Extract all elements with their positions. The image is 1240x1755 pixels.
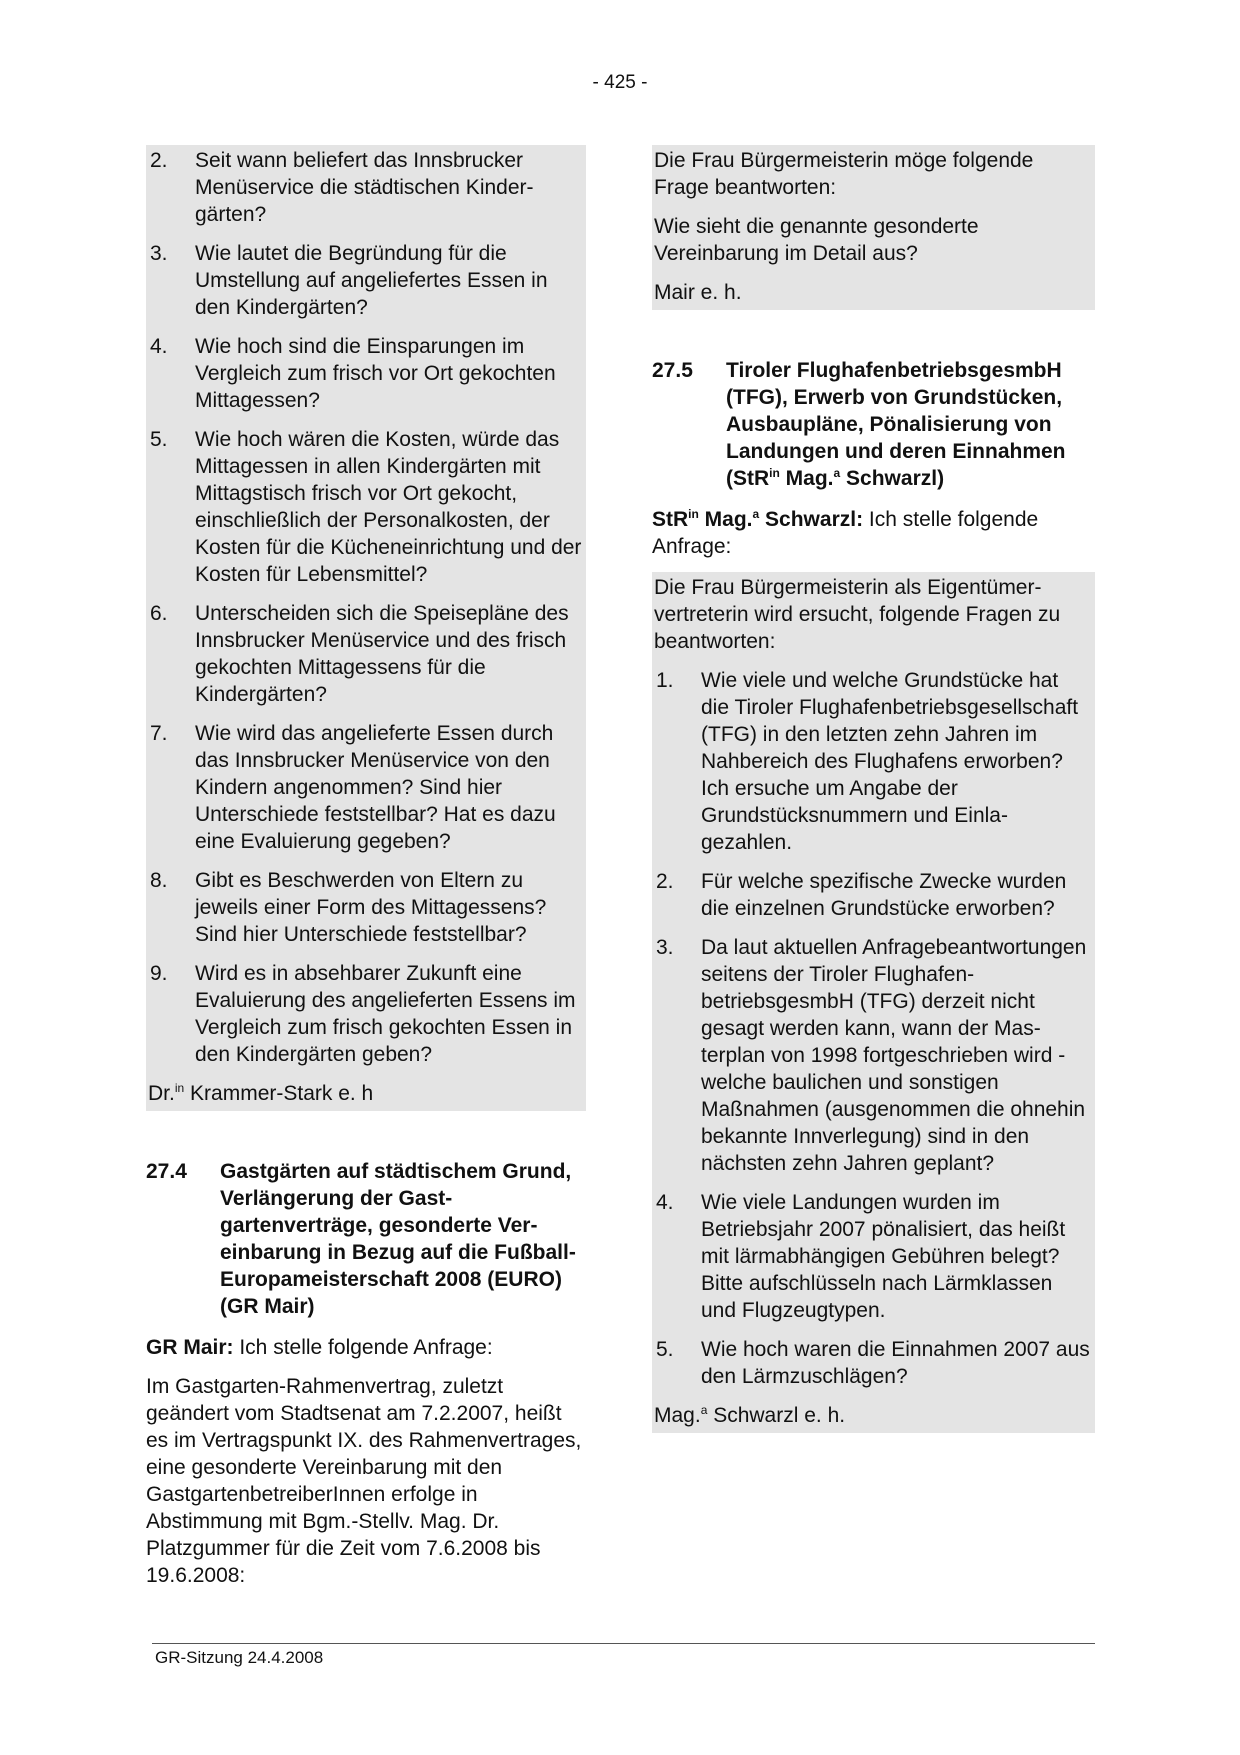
- item-number: 4.: [656, 1191, 674, 1214]
- footer-session-date: GR-Sitzung 24.4.2008: [155, 1648, 324, 1667]
- item-text: Wie viele und welche Grundstücke hat die Tiroler Flughafenbetriebsgesellschaft (TFG) in den letzten zehn Jahren im Nahbereich des Flughafens erworben? Ich ersuche um Angabe der Grundstücksnummern und Einlagezahlen.: [701, 669, 1079, 854]
- signature-title: Dr.: [148, 1082, 175, 1105]
- item-text: Wie lautet die Begründung für die Umstellung auf angeliefertes Essen in den Kindergärten?: [195, 242, 548, 319]
- speaker-text: Ich stelle folgende Anfrage:: [233, 1336, 493, 1359]
- item-text: Wie hoch sind die Einsparungen im Vergleich zum frisch vor Ort gekochten Mittagessen?: [195, 335, 556, 412]
- left-column: [146, 145, 586, 1601]
- item-number: 3.: [656, 936, 674, 959]
- item-number: 4.: [150, 335, 168, 358]
- item-number: 2.: [656, 870, 674, 893]
- speaker-intro: [146, 1334, 586, 1361]
- item-number: 6.: [150, 602, 168, 625]
- list-item: [148, 426, 582, 588]
- question-box-flughafen: [652, 572, 1095, 1433]
- item-text: Wie viele Landungen wurden im Betriebsjahr 2007 pönalisiert, das heißt mit lärmabhängigen Gebühren belegt? Bitte aufschlüsseln nach Lärmklassen und Flugzeugtypen.: [701, 1191, 1066, 1322]
- signature-name: Schwarzl e. h.: [707, 1404, 846, 1427]
- question-box-gastgarten: [652, 145, 1095, 310]
- item-text: Wie hoch waren die Einnahmen 2007 aus den Lärmzuschlägen?: [701, 1338, 1090, 1388]
- signature-sup: a: [700, 1403, 708, 1417]
- body-paragraph: Im Gastgarten-Rahmenvertrag, zuletzt geändert vom Stadtsenat am 7.2.2007, heißt es im Vertragspunkt IX. des Rahmenvertrages, eine gesonderte Vereinbarung mit den GastgartenbetreiberInnen erfolge in Abstimmung mit Bgm.-Stellv. Mag. Dr. Platzgummer für die Zeit vom 7.6.2008 bis 19.6.2008:: [146, 1375, 582, 1587]
- section-heading-27-4: [146, 1158, 586, 1320]
- list-item: [148, 720, 582, 855]
- list-item: [654, 1189, 1091, 1324]
- paragraph: Die Frau Bürgermeisterin möge folgende Frage beantworten:: [654, 149, 1034, 199]
- question-box-kindergarten: [146, 145, 586, 1111]
- title-sup: in: [769, 466, 780, 480]
- item-number: 9.: [150, 962, 168, 985]
- speaker-text: Ich stelle folgende Anfrage:: [652, 508, 1039, 558]
- item-text: Unterscheiden sich die Speisepläne des Innsbrucker Menüservice und des frisch gekochten Mittagessens für die Kindergärten?: [195, 602, 569, 706]
- list-item: [148, 600, 582, 708]
- title-sup: a: [833, 466, 841, 480]
- item-number: 5.: [656, 1338, 674, 1361]
- right-column: [652, 145, 1095, 1433]
- intro-paragraph: Die Frau Bürgermeisterin als Eigentümervertreterin wird ersucht, folgende Fragen zu beantworten:: [654, 576, 1061, 653]
- signature: Mair e. h.: [654, 281, 742, 304]
- item-text: Da laut aktuellen Anfragebeantwortungen seitens der Tiroler FlughafenbetriebsgesmbH (TFG) derzeit nicht gesagt werden kann, wann der Masterplan von 1998 fortgeschrieben wird - welche baulichen und sonstigen Maßnahmen (ausgenommen die ohnehin bekannte Innverlegung) sind in den nächsten zehn Jahren geplant?: [701, 936, 1087, 1175]
- list-item: [654, 1336, 1091, 1390]
- list-item: [654, 868, 1091, 922]
- list-item: [148, 960, 582, 1068]
- speaker-intro: [652, 506, 1095, 560]
- footer-divider: [152, 1643, 1095, 1644]
- section-number: 27.4: [146, 1160, 187, 1183]
- item-text: Gibt es Beschwerden von Eltern zu jeweils einer Form des Mittagessens? Sind hier Unterschiede feststellbar?: [195, 869, 547, 946]
- section-title: Gastgärten auf städtischem Grund, Verlängerung der Gastgartenverträge, gesonderte Vereinbarung in Bezug auf die Fußball-Europameisterschaft 2008 (EURO) (GR Mair): [220, 1160, 576, 1318]
- section-title: [726, 359, 1066, 490]
- signature: [654, 1402, 1091, 1429]
- signature-title: Mag.: [654, 1404, 701, 1427]
- item-number: 7.: [150, 722, 168, 745]
- signature: [148, 1080, 582, 1107]
- section-heading-27-5: [652, 357, 1095, 492]
- speaker-name: GR Mair:: [146, 1336, 234, 1359]
- item-text: Für welche spezifische Zwecke wurden die einzelnen Grundstücke erworben?: [701, 870, 1067, 920]
- list-item: [148, 240, 582, 321]
- item-text: Seit wann beliefert das Innsbrucker Menüservice die städtischen Kindergärten?: [195, 149, 534, 226]
- list-item: [148, 867, 582, 948]
- item-text: Wie wird das angelieferte Essen durch das Innsbrucker Menüservice von den Kindern angenommen? Sind hier Unterschiede feststellbar? Hat es dazu eine Evaluierung gegeben?: [195, 722, 556, 853]
- item-number: 2.: [150, 149, 168, 172]
- signature-sup: in: [174, 1081, 185, 1095]
- item-text: Wie hoch wären die Kosten, würde das Mittagessen in allen Kindergärten mit Mittagstisch frisch vor Ort gekocht, einschließlich der Personalkosten, der Kosten für die Kücheneinrichtung und der Kosten für Lebensmittel?: [195, 428, 582, 586]
- title-text: Schwarzl): [840, 467, 945, 490]
- item-number: 3.: [150, 242, 168, 265]
- section-number: 27.5: [652, 359, 693, 382]
- item-number: 1.: [656, 669, 674, 692]
- list-item: [148, 333, 582, 414]
- signature-name: Krammer-Stark e. h: [184, 1082, 374, 1105]
- item-text: Wird es in absehbarer Zukunft eine Evaluierung des angelieferten Essens im Vergleich zum frisch gekochten Essen in den Kindergärten geben?: [195, 962, 576, 1066]
- page-number: - 425 -: [592, 72, 648, 93]
- list-item: [148, 147, 582, 228]
- item-number: 8.: [150, 869, 168, 892]
- item-number: 5.: [150, 428, 168, 451]
- title-text: Tiroler FlughafenbetriebsgesmbH (TFG), Erwerb von Grundstücken, Ausbaupläne, Pönalisierung von Landungen und deren Einnahmen (StR: [726, 359, 1066, 490]
- list-item: [654, 667, 1091, 856]
- speaker-name: StR$^{in}$ Mag.$^a$ Schwarzl:: [652, 507, 864, 531]
- list-item: [654, 934, 1091, 1177]
- title-text: Mag.: [779, 467, 834, 490]
- paragraph: Wie sieht die genannte gesonderte Vereinbarung im Detail aus?: [654, 215, 979, 265]
